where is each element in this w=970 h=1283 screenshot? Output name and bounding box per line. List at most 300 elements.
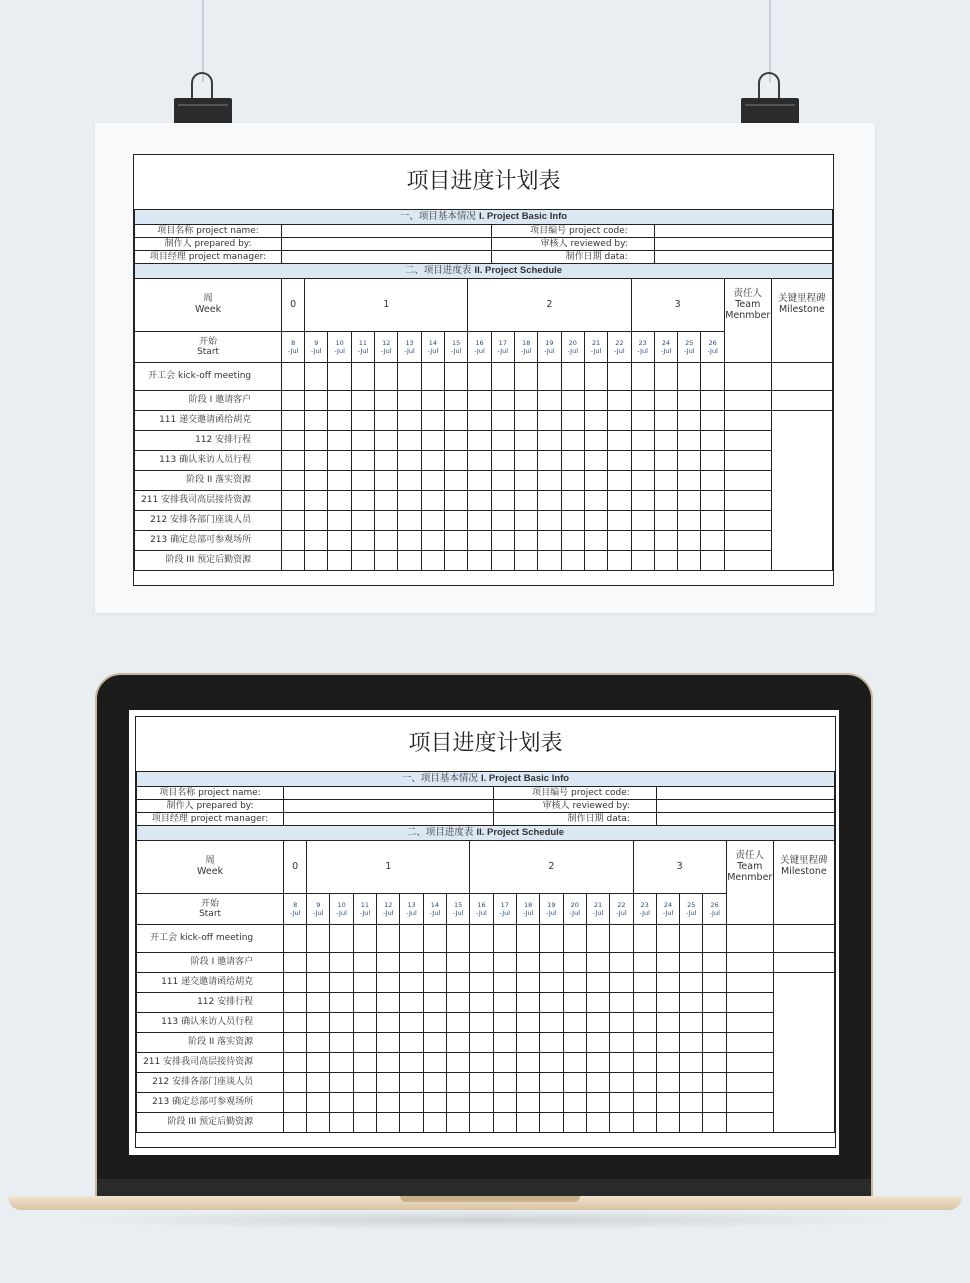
schedule-cell	[680, 1093, 703, 1113]
schedule-cell	[398, 391, 421, 411]
team-member-cell	[724, 391, 771, 411]
schedule-cell	[654, 531, 677, 551]
task-name: 213 确定总部可参观场所	[135, 531, 282, 551]
section-basic-info: 一、项目基本情况 I. Project Basic Info	[137, 772, 835, 787]
info-value-field[interactable]	[656, 800, 834, 813]
schedule-cell	[493, 1053, 516, 1073]
schedule-cell	[540, 953, 563, 973]
start-date-cell: 19 -Jul	[538, 332, 561, 363]
schedule-cell	[468, 551, 491, 571]
schedule-cell	[423, 973, 446, 993]
schedule-cell	[468, 531, 491, 551]
schedule-cell	[305, 411, 328, 431]
schedule-cell	[282, 531, 305, 551]
schedule-cell	[351, 551, 374, 571]
schedule-cell	[307, 925, 330, 953]
schedule-cell	[447, 1113, 470, 1133]
schedule-cell	[423, 1013, 446, 1033]
schedule-cell	[678, 511, 701, 531]
schedule-cell	[701, 511, 724, 531]
schedule-cell	[586, 1053, 609, 1073]
schedule-cell	[447, 953, 470, 973]
start-date-cell: 24 -Jul	[656, 894, 679, 925]
milestone-cell	[771, 332, 832, 363]
schedule-cell	[680, 1113, 703, 1133]
info-value-field[interactable]	[284, 787, 494, 800]
schedule-cell	[400, 1093, 423, 1113]
schedule-cell	[656, 1053, 679, 1073]
schedule-cell	[631, 471, 654, 491]
schedule-cell	[610, 953, 633, 973]
start-date-cell: 8 -Jul	[282, 332, 305, 363]
schedule-cell	[445, 511, 468, 531]
schedule-cell	[586, 1073, 609, 1093]
schedule-cell	[561, 471, 584, 491]
schedule-cell	[284, 925, 307, 953]
schedule-cell	[375, 511, 398, 531]
task-name: 阶段 II 落实资源	[135, 471, 282, 491]
team-member-cell	[726, 1113, 773, 1133]
schedule-cell	[610, 1033, 633, 1053]
schedule-cell	[307, 1113, 330, 1133]
team-member-cell	[724, 363, 771, 391]
schedule-cell	[654, 431, 677, 451]
schedule-cell	[351, 431, 374, 451]
schedule-cell	[377, 993, 400, 1013]
schedule-cell	[561, 363, 584, 391]
schedule-cell	[514, 451, 537, 471]
schedule-cell	[400, 925, 423, 953]
schedule-cell	[377, 1073, 400, 1093]
schedule-cell	[563, 953, 586, 973]
hanging-wire-right	[769, 0, 771, 82]
milestone-cell	[771, 411, 832, 571]
start-date-cell: 10 -Jul	[330, 894, 353, 925]
schedule-cell	[516, 973, 539, 993]
schedule-cell	[610, 1113, 633, 1133]
schedule-cell	[447, 1053, 470, 1073]
schedule-cell	[608, 431, 631, 451]
schedule-cell	[421, 511, 444, 531]
start-date-cell: 14 -Jul	[421, 332, 444, 363]
schedule-cell	[703, 973, 726, 993]
schedule-cell	[284, 1113, 307, 1133]
schedule-cell	[305, 431, 328, 451]
schedule-cell	[398, 511, 421, 531]
schedule-cell	[654, 551, 677, 571]
schedule-cell	[563, 1113, 586, 1133]
schedule-cell	[445, 491, 468, 511]
schedule-cell	[328, 431, 351, 451]
schedule-cell	[514, 491, 537, 511]
schedule-cell	[351, 391, 374, 411]
info-value-field[interactable]	[654, 225, 832, 238]
schedule-cell	[656, 1013, 679, 1033]
schedule-cell	[330, 925, 353, 953]
schedule-cell	[305, 363, 328, 391]
start-date-cell: 10 -Jul	[328, 332, 351, 363]
info-value-field[interactable]	[656, 787, 834, 800]
schedule-cell	[375, 531, 398, 551]
schedule-cell	[538, 531, 561, 551]
schedule-cell	[351, 491, 374, 511]
schedule-cell	[516, 925, 539, 953]
schedule-cell	[491, 511, 514, 531]
schedule-cell	[610, 1013, 633, 1033]
schedule-cell	[586, 1013, 609, 1033]
schedule-cell	[563, 1013, 586, 1033]
schedule-cell	[608, 551, 631, 571]
schedule-cell	[678, 411, 701, 431]
schedule-cell	[284, 993, 307, 1013]
schedule-cell	[654, 491, 677, 511]
schedule-cell	[330, 1093, 353, 1113]
schedule-cell	[633, 1093, 656, 1113]
schedule-cell	[282, 451, 305, 471]
schedule-cell	[328, 471, 351, 491]
start-date-cell: 15 -Jul	[447, 894, 470, 925]
info-value-field[interactable]	[282, 225, 492, 238]
schedule-cell	[563, 925, 586, 953]
week-number: 3	[633, 841, 726, 894]
schedule-cell	[284, 953, 307, 973]
laptop-shadow	[60, 1210, 910, 1230]
schedule-cell	[561, 531, 584, 551]
schedule-cell	[423, 925, 446, 953]
schedule-cell	[633, 925, 656, 953]
start-date-cell: 26 -Jul	[701, 332, 724, 363]
schedule-cell	[680, 1053, 703, 1073]
schedule-cell	[307, 953, 330, 973]
schedule-cell	[445, 391, 468, 411]
schedule-cell	[514, 531, 537, 551]
start-date-cell: 13 -Jul	[400, 894, 423, 925]
schedule-cell	[514, 411, 537, 431]
schedule-cell	[468, 391, 491, 411]
schedule-cell	[421, 431, 444, 451]
schedule-cell	[398, 531, 421, 551]
schedule-cell	[656, 1033, 679, 1053]
schedule-cell	[540, 1033, 563, 1053]
week-number: 2	[468, 279, 631, 332]
info-value-field[interactable]	[654, 238, 832, 251]
schedule-cell	[678, 363, 701, 391]
schedule-cell	[330, 973, 353, 993]
schedule-cell	[491, 451, 514, 471]
start-date-cell: 13 -Jul	[398, 332, 421, 363]
schedule-cell	[656, 1093, 679, 1113]
schedule-cell	[656, 1113, 679, 1133]
start-date-cell: 12 -Jul	[375, 332, 398, 363]
schedule-cell	[307, 1013, 330, 1033]
team-member-cell	[726, 973, 773, 993]
schedule-cell	[445, 431, 468, 451]
schedule-cell	[678, 391, 701, 411]
section-basic-info: 一、项目基本情况 I. Project Basic Info	[135, 210, 833, 225]
schedule-cell	[610, 1093, 633, 1113]
schedule-cell	[353, 973, 376, 993]
schedule-cell	[631, 451, 654, 471]
schedule-cell	[514, 551, 537, 571]
team-member-cell	[724, 531, 771, 551]
schedule-cell	[398, 451, 421, 471]
schedule-cell	[282, 471, 305, 491]
schedule-cell	[421, 471, 444, 491]
schedule-cell	[423, 953, 446, 973]
start-date-cell: 9 -Jul	[305, 332, 328, 363]
start-date-cell: 21 -Jul	[586, 894, 609, 925]
schedule-cell	[608, 471, 631, 491]
schedule-cell	[540, 1093, 563, 1113]
schedule-cell	[375, 363, 398, 391]
schedule-cell	[400, 1053, 423, 1073]
milestone-header: 关键里程碑 Milestone	[773, 841, 834, 894]
schedule-cell	[284, 1093, 307, 1113]
schedule-cell	[654, 411, 677, 431]
info-label: 项目经理 project manager:	[137, 813, 284, 826]
task-name: 212 安排各部门座谈人员	[135, 511, 282, 531]
schedule-cell	[701, 431, 724, 451]
start-date-cell: 16 -Jul	[470, 894, 493, 925]
schedule-cell	[703, 1073, 726, 1093]
schedule-cell	[400, 1113, 423, 1133]
schedule-cell	[516, 1013, 539, 1033]
schedule-cell	[491, 471, 514, 491]
schedule-cell	[353, 1053, 376, 1073]
schedule-cell	[561, 431, 584, 451]
schedule-cell	[377, 1033, 400, 1053]
team-member-cell	[724, 491, 771, 511]
schedule-cell	[493, 1113, 516, 1133]
team-member-cell	[726, 894, 773, 925]
schedule-cell	[328, 451, 351, 471]
schedule-cell	[514, 431, 537, 451]
schedule-cell	[423, 1033, 446, 1053]
info-label: 项目名称 project name:	[135, 225, 282, 238]
task-name: 阶段 I 邀请客户	[137, 953, 284, 973]
schedule-cell	[423, 1093, 446, 1113]
schedule-cell	[282, 491, 305, 511]
info-value-field[interactable]	[282, 251, 492, 264]
info-value-field[interactable]	[284, 800, 494, 813]
schedule-cell	[330, 953, 353, 973]
schedule-cell	[563, 1053, 586, 1073]
schedule-cell	[398, 431, 421, 451]
schedule-cell	[307, 1073, 330, 1093]
schedule-cell	[423, 1053, 446, 1073]
task-name: 113 确认来访人员行程	[135, 451, 282, 471]
schedule-cell	[330, 1073, 353, 1093]
page-title: 项目进度计划表	[137, 717, 835, 772]
schedule-cell	[563, 1093, 586, 1113]
schedule-cell	[377, 973, 400, 993]
start-date-cell: 17 -Jul	[493, 894, 516, 925]
schedule-cell	[398, 551, 421, 571]
schedule-cell	[470, 925, 493, 953]
schedule-cell	[375, 471, 398, 491]
schedule-cell	[680, 973, 703, 993]
schedule-cell	[701, 411, 724, 431]
schedule-cell	[608, 511, 631, 531]
schedule-cell	[468, 511, 491, 531]
start-date-cell: 19 -Jul	[540, 894, 563, 925]
schedule-cell	[514, 363, 537, 391]
schedule-cell	[561, 411, 584, 431]
schedule-cell	[491, 551, 514, 571]
schedule-cell	[377, 1053, 400, 1073]
schedule-cell	[353, 1093, 376, 1113]
schedule-cell	[423, 1113, 446, 1133]
schedule-cell	[514, 471, 537, 491]
schedule-cell	[282, 431, 305, 451]
schedule-cell	[351, 411, 374, 431]
schedule-cell	[421, 551, 444, 571]
team-member-cell	[726, 1093, 773, 1113]
schedule-cell	[468, 471, 491, 491]
schedule-cell	[445, 363, 468, 391]
schedule-cell	[493, 1013, 516, 1033]
schedule-cell	[284, 973, 307, 993]
start-date-cell: 12 -Jul	[377, 894, 400, 925]
schedule-cell	[633, 1013, 656, 1033]
info-value-field[interactable]	[656, 813, 834, 826]
milestone-cell	[773, 973, 834, 1133]
schedule-cell	[633, 1073, 656, 1093]
schedule-cell	[586, 1093, 609, 1113]
start-date-cell: 18 -Jul	[516, 894, 539, 925]
schedule-cell	[351, 363, 374, 391]
schedule-cell	[328, 363, 351, 391]
info-label: 制作日期 data:	[493, 813, 656, 826]
schedule-cell	[586, 993, 609, 1013]
week-number: 1	[305, 279, 468, 332]
schedule-cell	[540, 1073, 563, 1093]
schedule-cell	[447, 1093, 470, 1113]
schedule-cell	[563, 973, 586, 993]
schedule-cell	[608, 491, 631, 511]
schedule-cell	[328, 551, 351, 571]
schedule-cell	[656, 973, 679, 993]
info-label: 项目经理 project manager:	[135, 251, 282, 264]
start-date-cell: 22 -Jul	[610, 894, 633, 925]
team-member-cell	[724, 411, 771, 431]
schedule-cell	[328, 491, 351, 511]
task-name: 开工会 kick-off meeting	[137, 925, 284, 953]
schedule-cell	[680, 1013, 703, 1033]
schedule-cell	[353, 993, 376, 1013]
schedule-cell	[678, 451, 701, 471]
team-member-cell	[724, 471, 771, 491]
schedule-sheet-laptop	[135, 716, 836, 1148]
schedule-cell	[701, 471, 724, 491]
schedule-cell	[445, 471, 468, 491]
task-name: 阶段 III 预定后勤资源	[137, 1113, 284, 1133]
hanging-wire-left	[202, 0, 204, 82]
schedule-cell	[538, 391, 561, 411]
schedule-cell	[377, 1113, 400, 1133]
schedule-cell	[282, 411, 305, 431]
schedule-cell	[305, 551, 328, 571]
schedule-cell	[468, 363, 491, 391]
week-number: 1	[307, 841, 470, 894]
task-name: 212 安排各部门座谈人员	[137, 1073, 284, 1093]
schedule-cell	[538, 431, 561, 451]
schedule-cell	[516, 1073, 539, 1093]
info-value-field[interactable]	[654, 251, 832, 264]
schedule-cell	[377, 1013, 400, 1033]
schedule-cell	[656, 993, 679, 1013]
schedule-cell	[703, 925, 726, 953]
info-label: 审核人 reviewed by:	[493, 800, 656, 813]
schedule-cell	[328, 391, 351, 411]
schedule-cell	[445, 531, 468, 551]
schedule-cell	[493, 1073, 516, 1093]
schedule-cell	[447, 1073, 470, 1093]
schedule-cell	[493, 973, 516, 993]
schedule-cell	[375, 491, 398, 511]
schedule-cell	[307, 1093, 330, 1113]
schedule-cell	[353, 1073, 376, 1093]
schedule-cell	[421, 491, 444, 511]
info-value-field[interactable]	[282, 238, 492, 251]
schedule-cell	[680, 993, 703, 1013]
schedule-cell	[377, 953, 400, 973]
schedule-cell	[654, 451, 677, 471]
schedule-cell	[586, 925, 609, 953]
schedule-cell	[447, 993, 470, 1013]
schedule-cell	[561, 551, 584, 571]
schedule-cell	[633, 1053, 656, 1073]
start-date-cell: 25 -Jul	[678, 332, 701, 363]
schedule-cell	[284, 1053, 307, 1073]
schedule-cell	[584, 451, 607, 471]
week-header: 周 Week	[137, 841, 284, 894]
schedule-cell	[330, 1013, 353, 1033]
schedule-cell	[305, 511, 328, 531]
schedule-cell	[284, 1033, 307, 1053]
schedule-cell	[353, 925, 376, 953]
schedule-cell	[493, 1033, 516, 1053]
start-date-cell: 16 -Jul	[468, 332, 491, 363]
schedule-cell	[305, 451, 328, 471]
schedule-cell	[610, 973, 633, 993]
team-member-header: 责任人 Team Menmber	[726, 841, 773, 894]
schedule-cell	[330, 1113, 353, 1133]
schedule-cell	[701, 451, 724, 471]
schedule-cell	[540, 993, 563, 1013]
task-name: 213 确定总部可参观场所	[137, 1093, 284, 1113]
schedule-cell	[703, 1033, 726, 1053]
schedule-cell	[538, 551, 561, 571]
schedule-cell	[470, 1033, 493, 1053]
schedule-cell	[514, 511, 537, 531]
schedule-cell	[608, 451, 631, 471]
schedule-cell	[305, 391, 328, 411]
start-date-cell: 21 -Jul	[584, 332, 607, 363]
section-schedule: 二、项目进度表 II. Project Schedule	[137, 826, 835, 841]
schedule-cell	[447, 973, 470, 993]
schedule-cell	[586, 1113, 609, 1133]
info-label: 项目编号 project code:	[491, 225, 654, 238]
start-date-cell: 23 -Jul	[631, 332, 654, 363]
schedule-cell	[680, 925, 703, 953]
schedule-cell	[610, 1053, 633, 1073]
info-value-field[interactable]	[284, 813, 494, 826]
schedule-cell	[493, 925, 516, 953]
schedule-cell	[493, 1093, 516, 1113]
schedule-cell	[561, 511, 584, 531]
schedule-cell	[631, 491, 654, 511]
